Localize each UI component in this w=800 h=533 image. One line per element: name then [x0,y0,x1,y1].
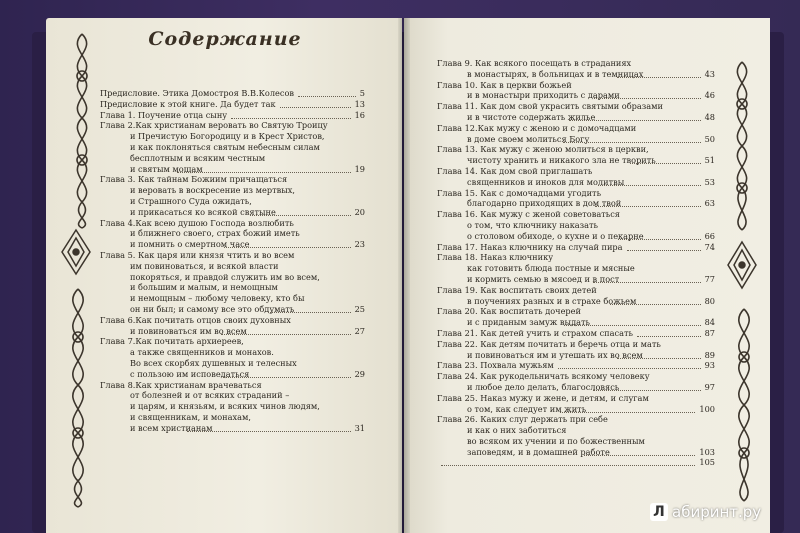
toc-entry-text: в поучениях разных и в страхе божьем [467,295,637,306]
page-title: Содержание [148,28,302,50]
toc-entry [437,58,715,80]
toc-entry-text: Глава 14. Как дом свой приглашать [437,165,593,176]
toc-entry-line [100,401,365,412]
dot-leader [595,198,701,207]
toc-entry-text: Глава 25. Наказ мужу и жене, и детям, и слугам [437,392,649,403]
toc-page-number: 19 [354,163,365,174]
toc-entry-heading [100,110,365,121]
toc-entry-text: Глава 19. Как воспитать своих детей [437,284,597,295]
ornament-bottom-right [722,305,766,505]
toc-page-number: 43 [704,68,715,79]
toc-page-number: 93 [704,360,715,371]
toc-entry-line [100,369,365,380]
toc-page-number: 84 [704,317,715,328]
toc-entry-line [100,347,365,358]
ornament-mid-left [58,228,94,276]
toc-entry [437,285,715,307]
dot-leader [563,134,701,143]
toc-entry-line [100,272,365,283]
toc-entry-text: и как о них заботиться [467,425,567,436]
toc-page-number: 53 [704,176,715,187]
toc-page-number: 29 [354,368,365,379]
toc-entry-text: священников и иноков для молитвы [467,176,625,187]
toc-entry-text: и Пречистую Богородицу и в Крест Христов, [130,131,325,142]
toc-left-column [100,88,365,434]
toc-entry-heading [100,250,365,261]
toc-entry-text: и священникам, и монахам, [130,411,251,422]
ornament-mid-right [724,240,760,290]
toc-entry-line [437,231,715,242]
toc-entry [100,315,365,337]
toc-entry-text: и в чистоте содержать жилье [467,111,596,122]
toc-entry-line [100,412,365,423]
toc-entry [437,339,715,361]
toc-entry-text: и веровать в воскресение из мертвых, [130,185,295,196]
dot-leader [617,350,701,359]
toc-entry [437,188,715,210]
toc-page-number: 46 [704,90,715,101]
toc-entry-text: Глава 23. Похвала мужьям [437,360,554,371]
toc-entry-line [437,177,715,188]
toc-entry-text: покоряться, и правдой служить им во всем, [130,271,320,282]
toc-entry-line [100,228,365,239]
toc-entry-line [100,326,365,337]
toc-page-number: 63 [704,198,715,209]
toc-entry-text: о том, что ключнику наказать [467,219,599,230]
toc-entry-text: Глава 6.Как почитать отцов своих духовных [100,314,291,325]
dot-leader [627,242,701,251]
toc-page-number: 16 [354,109,365,120]
toc-page-number: 48 [704,111,715,122]
dot-leader [617,69,701,78]
toc-entry-heading [437,328,715,339]
toc-entry-line [437,382,715,393]
toc-entry-heading [437,360,715,371]
toc-entry-text: в монастырях, в больницах и в темницах [467,68,644,79]
toc-page-number: 50 [704,133,715,144]
toc-page-number: 27 [354,325,365,336]
toc-entry-line [437,447,715,458]
toc-entry-text: Предисловие к этой книге. Да будет так [100,98,276,109]
toc-entry-heading [100,315,365,326]
dot-leader [560,404,695,413]
toc-entry-text: Глава 2.Как христианам веровать во Святую Троицу [100,120,328,131]
toc-entry-line [437,317,715,328]
toc-entry-heading [437,306,715,317]
dot-leader [224,239,351,248]
toc-page-number: 80 [704,295,715,306]
dot-leader [569,112,701,121]
toc-entry-line [100,423,365,434]
toc-entry-text: и немощным – любому человеку, кто бы [130,293,305,304]
toc-entry-heading [100,120,365,131]
toc-entry-text: и повиноваться им во всем [130,325,247,336]
toc-right-column [437,58,715,468]
toc-entry-heading [437,188,715,199]
toc-entry-heading [437,80,715,91]
toc-entry-line [100,390,365,401]
toc-entry-line [437,155,715,166]
toc-entry-text: Глава 1. Поучение отца сыну [100,109,228,120]
toc-page-number: 77 [704,273,715,284]
dot-leader [250,207,351,216]
dot-leader [594,90,701,99]
labirint-logo-icon: Л [650,503,668,521]
toc-entry-text: с пользою им исповедаться [130,368,250,379]
toc-entry-text: Глава 4.Как всею душою Господа возлюбить [100,217,294,228]
dot-leader [298,88,356,97]
toc-entry-line [437,425,715,436]
toc-entry [437,306,715,328]
dot-leader [593,274,701,283]
toc-entry-line [100,282,365,293]
toc-entry-heading [100,99,365,110]
toc-entry-line [100,261,365,272]
toc-entry-text: Во всех скорбях душевных и телесных [130,357,297,368]
toc-entry-text: Глава 15. Как с домочадцами угодить [437,187,602,198]
toc-entry-text: Глава 22. Как детям почитать и беречь отца и мать [437,338,661,349]
ornament-top-right [722,58,762,233]
toc-entry-text: о том, как следует им жить [467,403,587,414]
toc-entry-heading [100,336,365,347]
toc-entry-line [100,196,365,207]
toc-entry [437,166,715,188]
toc-page-number: 13 [354,98,365,109]
toc-entry-text: Глава 18. Наказ ключнику [437,252,554,263]
toc-entry-text: и Страшного Суда ожидать, [130,195,252,206]
toc-entry-text: и святым мощам [130,163,203,174]
toc-entry-line [100,239,365,250]
toc-entry-text: чистоту хранить и никакого зла не творить [467,155,656,166]
toc-entry-text: заповедям, и в домашней работе [467,446,610,457]
dot-leader [610,296,701,305]
toc-page-number: 23 [354,239,365,250]
toc-entry-line [437,350,715,361]
toc-entry-text: им повиноваться, и всякой власти [130,260,279,271]
toc-entry-text: и ближнего своего, страх божий иметь [130,228,300,239]
toc-entry-line [100,131,365,142]
toc-entry-text: он ни был; и самому все это обдумать [130,303,295,314]
toc-entry-text: а также священников и монахов. [130,347,274,358]
toc-entry-text: Глава 26. Каких слуг держать при себе [437,414,608,425]
toc-entry-heading [437,414,715,425]
toc-page-number: 5 [359,88,365,98]
toc-entry-text: и кормить семью в мясоед и в пост [467,273,620,284]
toc-entry-heading [437,339,715,350]
toc-entry-heading [437,252,715,263]
toc-entry-line [437,220,715,231]
dot-leader [187,423,351,432]
toc-entry-heading [437,123,715,134]
toc-entry [437,328,715,339]
toc-page-number: 89 [704,349,715,360]
toc-entry-text: Глава 11. Как дом свой украсить святыми образами [437,101,663,112]
toc-entry-text: и с приданым замуж выдать [467,317,590,328]
toc-entry-text: Глава 7.Как почитать архиереев, [100,336,244,347]
toc-page-number: 97 [704,381,715,392]
toc-entry-line [100,153,365,164]
dot-leader [584,447,695,456]
toc-entry-text: и как поклоняться святым небесным силам [130,141,320,152]
toc-entry-heading [437,58,715,69]
toc-entry-text: бесплотным и всяким честным [130,152,266,163]
toc-entry-text: и повиноваться им и утешать их во всем [467,349,643,360]
toc-entry [100,336,365,379]
toc-entry [437,242,715,253]
toc-entry [100,110,365,121]
toc-entry-text: в доме своем молиться Богу [467,133,590,144]
toc-page-number: 103 [699,446,715,457]
toc-entry [100,88,365,99]
toc-entry-text: и прикасаться ко всякой святыне [130,206,276,217]
toc-entry-heading [437,371,715,382]
toc-entry-line [437,134,715,145]
ornament-bottom-left [56,285,100,510]
toc-entry-line [100,293,365,304]
toc-entry-text: Глава 5. Как царя или князя чтить и во всем [100,249,295,260]
toc-page-number: 105 [699,457,715,468]
toc-entry-text: благодарно приходящих в дом твой [467,198,622,209]
toc-entry [100,174,365,217]
dot-leader [177,164,351,173]
toc-entry [100,218,365,250]
dot-leader [221,326,351,335]
toc-entry-text: Глава 3. Как тайнам Божиим причащаться [100,174,288,185]
dot-leader [223,369,351,378]
toc-entry-heading [437,166,715,177]
toc-entry-line [437,198,715,209]
toc-entry [437,371,715,393]
toc-page-number: 66 [704,230,715,241]
ornament-top-left [62,30,102,230]
toc-entry [437,209,715,241]
toc-entry-text: Глава 24. Как рукодельничать всякому человеку [437,371,650,382]
toc-entry [100,99,365,110]
toc-entry-line [100,185,365,196]
toc-entry-text: Предисловие. Этика Домостроя В.В.Колесов [100,88,295,98]
toc-entry-text: и в монастыри приходить с дарами [467,90,620,101]
toc-entry-text: Глава 12.Как мужу с женою и с домочадцами [437,122,637,133]
toc-entry-heading [100,88,365,99]
toc-entry-text: Глава 8.Как христианам врачеваться [100,379,262,390]
toc-entry-text: о столовом обиходе, о кухне и о пекарне [467,230,644,241]
toc-entry-line [437,436,715,447]
dot-leader [593,382,701,391]
toc-entry-heading [100,218,365,229]
toc-entry-text: и всем христианам [130,422,213,433]
toc-entry-heading [437,393,715,404]
toc-entry-text: Глава 10. Как в церкви божьей [437,79,572,90]
toc-entry-text: Глава 21. Как детей учить и страхом спасать [437,327,633,338]
toc-entry [100,250,365,315]
toc-entry-line [437,69,715,80]
toc-entry-line [437,112,715,123]
toc-entry-line [437,404,715,415]
toc-entry-text: и большим и малым, и немощным [130,282,278,293]
toc-entry-line [100,304,365,315]
watermark-text: абиринт.ру [672,503,762,521]
toc-entry [437,123,715,145]
toc-entry-text: Глава 9. Как всякого посещать в страданиях [437,58,632,68]
toc-final-page-row [437,457,715,468]
dot-leader [558,360,701,369]
toc-entry-heading [437,285,715,296]
toc-entry [437,80,715,102]
toc-entry [100,120,365,174]
toc-entry-heading [100,380,365,391]
dot-leader [618,231,701,240]
toc-entry-heading [437,144,715,155]
dot-leader [231,110,351,119]
toc-entry [437,414,715,457]
toc-entry-heading [100,174,365,185]
toc-entry [437,252,715,284]
toc-entry-line [100,358,365,369]
toc-entry [437,393,715,415]
toc-entry-line [100,164,365,175]
dot-leader [268,304,351,313]
toc-entry [100,380,365,434]
dot-leader [598,177,701,186]
toc-entry-text: как готовить блюда постные и мясные [467,263,635,274]
toc-entry [437,360,715,371]
toc-entry-text: Глава 13. Как мужу с женою молиться в церкви, [437,144,649,155]
toc-page-number: 20 [354,206,365,217]
toc-entry [437,101,715,123]
dot-leader [630,155,701,164]
toc-page-number: 74 [704,241,715,252]
toc-entry-heading [437,242,715,253]
toc-page-number: 100 [699,403,715,414]
dot-leader [637,328,701,337]
toc-entry-text: и царям, и князьям, и всяких чинов людям, [130,401,320,412]
toc-entry-line [100,142,365,153]
toc-entry-text: и помнить о смертном часе [130,239,250,250]
toc-entry-heading [437,209,715,220]
toc-page-number: 25 [354,303,365,314]
watermark [650,500,790,524]
toc-entry-line [100,207,365,218]
dot-leader [564,317,701,326]
toc-page-number: 51 [704,155,715,166]
toc-entry-line [437,263,715,274]
toc-entry-line [437,296,715,307]
toc-page-number: 31 [354,422,365,433]
book-gutter [398,18,410,533]
toc-entry-text: во всяком их учении и по божественным [467,435,645,446]
toc-entry-heading [437,101,715,112]
toc-page-number: 87 [704,327,715,338]
toc-entry-text: и любое дело делать, благословясь [467,381,620,392]
toc-entry-text: Глава 20. Как воспитать дочерей [437,306,581,317]
toc-entry [437,144,715,166]
toc-entry-line [437,274,715,285]
toc-entry-text: Глава 17. Наказ ключнику на случай пира [437,241,623,252]
toc-entry-text: от болезней и от всяких страданий – [130,390,290,401]
toc-entry-text: Глава 16. Как мужу с женой советоваться [437,209,620,220]
dot-leader [441,457,695,466]
dot-leader [280,99,351,108]
toc-entry-line [437,90,715,101]
